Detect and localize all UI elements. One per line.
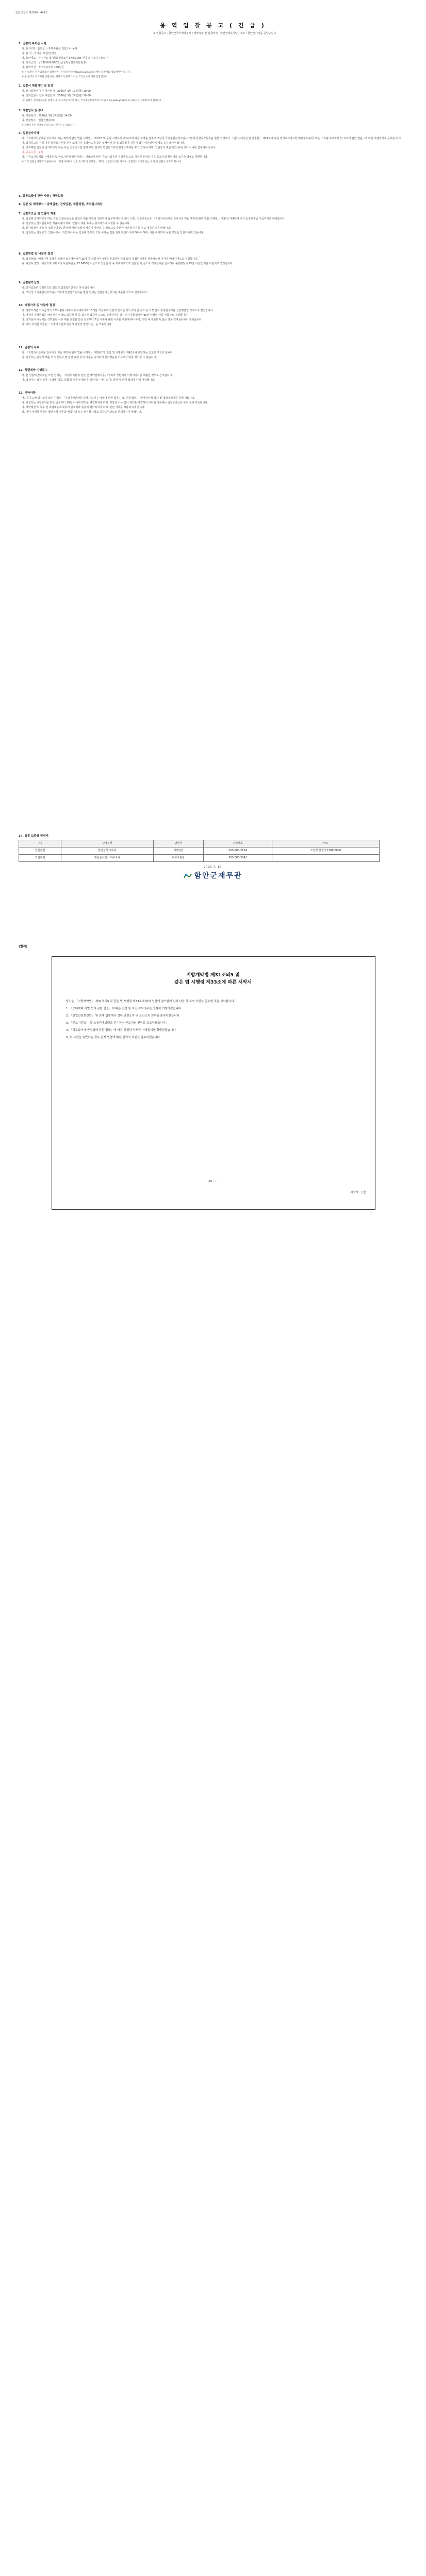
section-7-item: 나. 입찰서는 전자입찰로만 제출하여야 하며, 입찰서 제출 후에는 취소하거나 수정할 수 없습니다. xyxy=(22,222,130,225)
section-3-item: 나. 개찰장소 : 입찰집행관 PC xyxy=(22,119,55,122)
section-12-item: 가. 본 입찰에 참가하는 모든 업체는 「지방자치단체 입찰 및 계약집행기준」에 따라 청렴계약 이행서약서를 제출한 것으로 간주합니다. xyxy=(22,374,173,377)
section-1-item: 나. 위 치 : 가야읍, 대산면 일원 xyxy=(22,52,57,55)
section-14 xyxy=(19,835,408,862)
pledge-title-line: 지방계약법 제31조의5 및 xyxy=(186,973,240,978)
pledge-form-title xyxy=(52,972,374,986)
section-6-title: 6. 입찰 및 계약방식 : 총액입찰, 전자입찰, 제한경쟁, 적격심사대상 xyxy=(19,203,103,206)
section-10 xyxy=(19,304,408,328)
table-row xyxy=(19,855,380,862)
section-1-item: 가. 용 역 명 : 함안군 노후하수관로 정밀조사 용역 xyxy=(22,47,77,50)
attachment-label: (별지) xyxy=(19,945,28,948)
table-header-cell: 담당부서 xyxy=(61,840,153,848)
section-4-para: 가. 「지방자치단체를 당사자로 하는 계약에 관한 법률 시행령」 제13조 및 동법 시행규칙 제14조에 따른 자격을 갖추고 조달청 국가종합전자조달시스템에 입찰참가등록을 필한 업체로서 「엔지니어링산업 진흥법」 제21조에 따른 엔지니어링사업자(하수도분야) 또는 「측량·수로조사 및 지적에 관한 법률」에 따른 측량업자로 등록된 업체 xyxy=(22,137,401,140)
section-14-title: 14. 입찰 보증금 담당자 xyxy=(19,835,48,838)
section-8-item: 나. 낙찰자 결정 : 예정가격 이하로서 낙찰하한율(87.745%) 이상으로 입찰한 자 중 최저가격으로 입찰한 자 순으로 적격심사를 실시하여 종합평점이 95점 이상인 자를 낙찰자로 결정합니다. xyxy=(22,262,234,265)
section-7-item: 라. 입찰자는 입찰공고, 입찰유의서, 과업지시서 등 입찰에 필요한 모든 사항을 입찰 전에 완전히 숙지하여야 하며, 이를 숙지하지 못한 책임은 입찰자에게 있습니다. xyxy=(22,231,204,234)
section-4-para: 나. 입찰공고일 전일 기준 법인등기부상 본점 소재지가 경상남도에 있는 업체여야 하며, 입찰참가 신청서 접수 마감일까지 계속 유지하여야 합니다. xyxy=(22,142,185,145)
section-8 xyxy=(19,252,408,267)
section-8-item: 가. 입찰방법 : 예정가격 작성을 위하여 복수예비가격 15개 중 입찰자가 4개를 추첨하여 가장 많이 추첨된 4개를 산술평균한 가격을 예정가격으로 결정합니다. xyxy=(22,258,199,261)
table-cell: 055-580-3542 xyxy=(204,855,272,862)
table-header-cell: 담당자 xyxy=(153,840,204,848)
section-2-title: 2. 입찰서 제출기간 및 일정 xyxy=(19,84,53,88)
section-9 xyxy=(19,281,408,296)
notice-date: 2026. 3. 18. xyxy=(203,866,223,869)
section-10-item: 가. 예정가격은 기초금액의 ±3% 범위 내에서 복수예비가격 15개를 작성하여 입찰에 참가한 자가 추첨한 번호 중 가장 많이 추첨된 4개를 산술평균한 가격으로 결정합니다. xyxy=(22,309,214,312)
section-7 xyxy=(19,212,408,236)
table-header-cell: 전화번호 xyxy=(204,840,272,848)
section-2-item: 가. 전자입찰서 접수 개시일시 : 2026년 3월 19일(목) 10:00 xyxy=(22,90,91,93)
contact-table xyxy=(19,840,380,862)
table-cell: 계약담당 xyxy=(153,848,204,855)
table-header-cell: 구분 xyxy=(19,840,61,848)
table-header-row xyxy=(19,840,380,848)
pledge-para: 당사는 「지방계약법」 제31조의5 및 같은 법 시행령 제33조에 따라 입찰에 참가함에 있어 다음 각 호의 사항을 준수할 것을 서약합니다. xyxy=(66,1000,235,1003)
section-13-item: 가. 이 공고에 명시되지 않은 사항은 「지방자치단체를 당사자로 하는 계약에 관한 법률」 및 관계 법령, 지방자치단체 입찰 및 계약집행기준 등에 따릅니다. xyxy=(22,397,195,400)
section-1-note: ※ 본 입찰은 전자입찰로만 집행하며, 전자조달시스템(www.g2b.go.kr)에서 입찰서를 제출하여야 합니다. xyxy=(22,71,131,74)
section-8-title: 8. 입찰방법 및 낙찰자 결정 xyxy=(19,252,53,256)
section-11-title: 11. 입찰의 무효 xyxy=(19,346,40,349)
pledge-para: 3. 「근로기준법」 등 노동관계법령을 준수하여 근로자의 권익을 보호하겠습니다. xyxy=(66,1022,167,1025)
section-3-title: 3. 개찰일시 및 장소 xyxy=(19,109,44,112)
section-3-item: ※ 개찰시간은 사정에 따라 다소 지연될 수 있습니다. xyxy=(22,124,76,127)
section-10-title: 10. 예정가격 및 낙찰자 결정 xyxy=(19,304,55,307)
section-13-item: 다. 계약체결 후 착수 전 과업내용에 대하여 발주처와 충분히 협의하여야 하며, 관련 서류를 제출하여야 합니다. xyxy=(22,406,145,409)
section-9-item: 가. 전자입찰로 집행하므로 별도의 입찰참가신청은 하지 않습니다. xyxy=(22,286,96,290)
section-9-item: 나. 조달청 국가종합전자조달시스템에 입찰참가등록을 필한 업체는 입찰참가신청서를 제출한 것으로 간주합니다. xyxy=(22,291,148,294)
table-row xyxy=(19,848,380,855)
pledge-signature: 서약자 : (인) xyxy=(350,1191,366,1194)
pledge-form-body xyxy=(66,999,361,1043)
section-12 xyxy=(19,369,408,383)
joint-contract-note: 나. 공동수급 : 불허 xyxy=(22,151,43,154)
pledge-form-border xyxy=(52,956,375,1210)
table-cell: 함안군청 재무과 xyxy=(61,848,153,855)
notice-number: 함안군공고 제2026 - 441호 xyxy=(15,11,48,14)
section-11-item: 가. 「지방자치단체를 당사자로 하는 계약에 관한 법률 시행령」 제39조 및 같은 법 시행규칙 제42조에 해당하는 입찰은 무효로 합니다. xyxy=(22,351,174,354)
section-1-note: ※ 본 용역은 지역제한 입찰이며, 최저가 낙찰제가 아닌 적격심사에 의한 입찰입니다. xyxy=(22,76,108,78)
table-cell: 조달청 콜센터 1588-0800 xyxy=(272,848,379,855)
section-10-item: 라. 기타 상세한 사항은 「지방자치단체 입찰시 낙찰자 결정기준」을 적용합니다. xyxy=(22,323,112,326)
section-13 xyxy=(19,392,408,415)
section-11 xyxy=(19,346,408,361)
section-12-item: 나. 입찰자는 입찰 참가 시 뇌물 제공, 담합 등 불공정 행위를 하여서는 아니 되며, 위반 시 관계 법령에 따라 처리합니다. xyxy=(22,379,155,382)
pledge-date: 20 . . . xyxy=(208,1180,218,1183)
section-11-item: 나. 입찰자는 입찰서 제출 후 입찰공고 및 관련 규정 등의 내용을 숙지하지 못하였음을 이유로 이의를 제기할 수 없습니다. xyxy=(22,356,157,359)
table-cell: 입찰관련 xyxy=(19,848,61,855)
pledge-para: 1. 「중대재해 처벌 등에 관한 법률」에 따른 안전 및 보건 확보의무를 성실히 이행하겠습니다. xyxy=(66,1007,182,1010)
issuer-name xyxy=(0,873,426,879)
pledge-para: 2. 「산업안전보건법」 및 관계 법령에서 정한 안전조치 및 보건조치 의무를 준수하겠습니다. xyxy=(66,1014,181,1018)
section-13-item: 나. 낙찰자는 낙찰통지를 받은 날로부터 10일 이내에 계약을 체결하여야 하며, 정당한 이유 없이 계약을 체결하지 아니한 경우에는 입찰보증금은 우리 군에 귀속됩니다. xyxy=(22,401,208,404)
section-7-item: 다. 전자입찰서 제출 시 입찰자의 PC 환경에 따라 입찰서 제출이 지연될 수 있으므로 충분한 시간적 여유를 두고 제출하시기 바랍니다. xyxy=(22,227,171,230)
section-4-more: 다. 「중소기업제품 구매촉진 및 판로지원에 관한 법률」 제9조에 따라 '중소기업자간 경쟁제품'으로 지정된 용역의 경우 중소기업 확인서를 소지한 업체로 제한합니다. xyxy=(22,156,208,159)
section-1 xyxy=(19,42,408,80)
issuer-name-text: 함안군재무관 xyxy=(194,872,242,880)
section-2 xyxy=(19,84,408,104)
section-6 xyxy=(19,203,408,208)
table-cell xyxy=(272,855,379,862)
table-cell: 맑은물사업소 하수도과 xyxy=(61,855,153,862)
table-cell: 과업관련 xyxy=(19,855,61,862)
section-12-title: 12. 청렴계약 이행준수 xyxy=(19,369,48,372)
section-13-title: 13. 기타사항 xyxy=(19,392,36,395)
table-header-cell: 비고 xyxy=(272,840,379,848)
section-3-item: 가. 개찰일시 : 2026년 3월 24일(화) 14:00 xyxy=(22,114,72,117)
section-1-title: 1. 입찰에 부치는 사항 xyxy=(19,42,47,45)
section-5-title: 5. 공동도급에 관한 사항 : 해당없음 xyxy=(19,195,63,198)
section-4-para: 다. 지역제한 입찰에 참가하고자 하는 자는 입찰공고일 현재 해당 업체의 법인등기부상 본점소재지를 두고 있어야 하며, 입찰참가 제한 기간 중에 있지 아니한 업체여야 합니다. xyxy=(22,146,217,149)
section-3 xyxy=(19,109,408,128)
county-logo-icon xyxy=(184,873,192,879)
page-title: 용 역 입 찰 공 고 ( 긴 급 ) xyxy=(160,22,266,29)
section-4-title: 4. 입찰참가자격 xyxy=(19,132,39,135)
section-10-item: 다. 적격심사 대상자는 적격심사 서류 제출 요청을 받은 날로부터 7일 이내에 관련 서류를 제출하여야 하며, 기한 내 제출하지 않는 경우 적격심사에서 제외합니다. xyxy=(22,318,203,321)
section-2-item: (본 입찰은 전자입찰로만 집행하며, 전자조달시스템 또는 국가종합전자조달시스템(www.g2b.go.kr)으로 입찰서를 제출하여야 합니다.) xyxy=(22,99,161,102)
section-5 xyxy=(19,195,408,200)
section-4 xyxy=(19,132,408,165)
section-1-item: 다. 용역개요 : 하수관로 및 맨홀(정밀조사 L=85.0㎞, 맨홀조사 1식, TV조사) xyxy=(22,57,109,60)
section-7-item: 가. 입찰에 참가하고자 하는 자는 입찰보증금을 입찰서 제출 마감일 전일까지 납부하여야 합니다. 다만, 입찰보증금은 「지방자치단체를 당사자로 하는 계약에 관한 법률 시행령」 제37조 제4항에 의거 입찰보증금 지급각서로 대체합니다. xyxy=(22,217,286,221)
section-13-item: 라. 기타 자세한 사항은 함안군청 재무과 계약담당 또는 맑은물사업소 하수도담당으로 문의하시기 바랍니다. xyxy=(22,411,142,414)
section-1-item: 라. 기초금액 : 금338,000,000원(금삼억삼천팔백만원정) xyxy=(22,61,87,64)
table-cell: 하수도담당 xyxy=(153,855,204,862)
pledge-title-line: 같은 법 시행령 제33조에 따른 서약서 xyxy=(174,980,252,985)
section-7-title: 7. 입찰보증금 및 입찰서 제출 xyxy=(19,212,56,215)
pledge-para: 4. 「하도급거래 공정화에 관한 법률」에 따른 공정한 하도급 거래질서를 확립하겠습니다. xyxy=(66,1029,177,1032)
pledge-para: 5. 위 사항을 위반하는 경우 관계 법령에 따른 불이익 처분을 감수하겠습니다. xyxy=(66,1036,161,1039)
section-9-title: 9. 입찰참가신청 xyxy=(19,281,39,284)
section-4-more: ※ 기타 입찰참가자격과 관련하여 「지방자치단체 입찰 및 계약집행기준」 제5장 입찰유의서를 따르며, 입찰참가자격이 없는 자가 한 입찰은 무효로 합니다. xyxy=(22,161,182,163)
table-cell: 055-580-2134 xyxy=(204,848,272,855)
notice-subline: ※ 입찰공고 : 함안군국가계약정보 / 계약유형 및 입찰조건 : 함안군정보마당 / 주소 : 함안군가야읍 중앙남길 4 xyxy=(153,32,276,35)
section-2-item: 나. 전자입찰서 접수 마감일시 : 2026년 3월 24일(화) 10:00 xyxy=(22,94,91,97)
section-1-item: 마. 용역기간 : 착수일로부터 150일간 xyxy=(22,66,64,69)
section-10-item: 나. 낙찰자 결정방법은 예정가격 이하로 입찰한 자 중 최저가 입찰자 순으로 적격심사를 실시하여 종합평점이 95점 이상인 자를 낙찰자로 결정합니다. xyxy=(22,314,189,317)
